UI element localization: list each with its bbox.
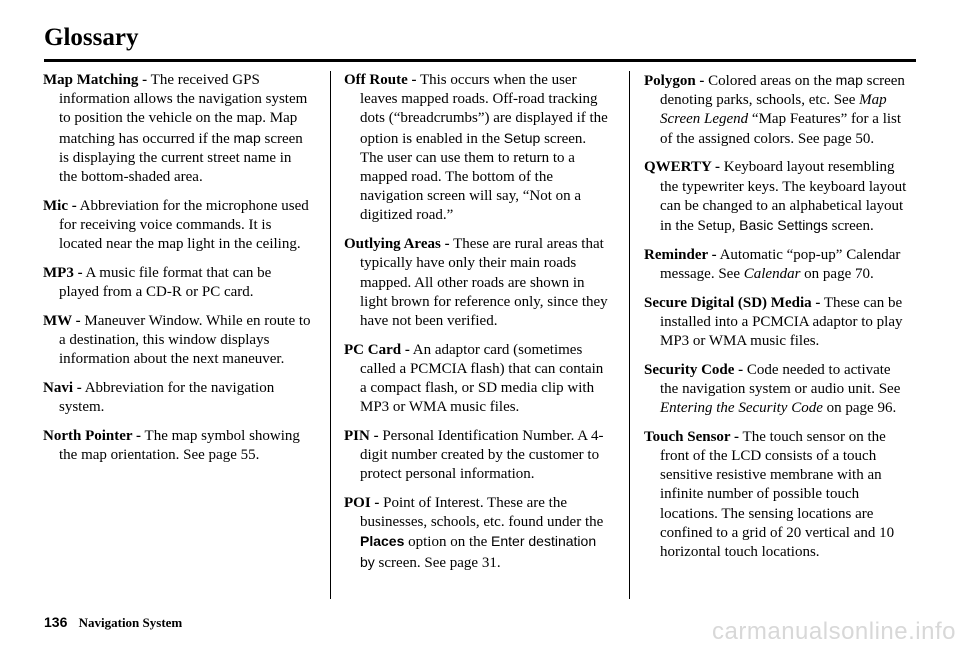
glossary-entry [344,427,612,485]
definition-text: Keyboard layout resembling the typewriter keys. The keyboard layout can be changed to an alphabetical layout in the Setup, [660,159,907,234]
glossary-entry [344,235,612,331]
glossary-entry [43,264,311,302]
definition-text: An adaptor card (sometimes called a PCMCIA flash) that can contain a compact flash, or SD media clip with MP3 or WMA music files. [360,341,604,416]
definition-text: The map symbol showing the map orientation. See page 55. [59,427,300,463]
glossary-term: Off Route - [344,72,417,88]
definition-text: on page 96. [822,400,897,417]
definition-text: Personal Identification Number. A 4-digit number created by the customer to protect personal information. [360,427,604,483]
definition-text: Point of Interest. These are the businesses, schools, etc. found under the [360,495,604,531]
glossary-term: MP3 - [43,264,83,281]
glossary-entry [644,158,912,236]
definition-text: Colored areas on the [708,73,836,89]
footer-label: Navigation System [78,615,183,630]
glossary-entry [344,341,612,418]
glossary-column-1 [43,71,311,475]
definition-text: Abbreviation for the navigation system. [59,379,275,416]
glossary-entry [644,71,912,149]
definition-text: screen. The user can use them to return to a mapped road. The bottom of the navigation screen will say, “Not on a digitized road.” [360,130,587,224]
glossary-term: Outlying Areas - [344,236,450,253]
glossary-term: Map Matching - [43,72,148,88]
glossary-entry [43,197,311,255]
definition-text: screen denoting parks, schools, etc. See [660,73,905,109]
definition-text: Map Screen Legend [660,92,887,128]
glossary-entry [644,361,912,419]
glossary-entry [344,494,612,573]
glossary-term: QWERTY - [644,159,721,176]
glossary-entry [43,379,311,417]
glossary-term: PC Card - [344,341,410,358]
definition-text: A music file format that can be played from a CD-R or PC card. [59,264,272,301]
glossary-entry [644,428,912,562]
glossary-term: Mic - [43,197,77,214]
watermark: carmanualsonline.info [712,618,956,645]
glossary-term: PIN - [344,427,379,444]
glossary-term: MW - [43,312,81,329]
definition-text: These can be installed into a PCMCIA adaptor to play MP3 or WMA music files. [660,294,903,349]
definition-text: Basic Settings [739,216,828,233]
glossary-entry [344,71,612,226]
definition-text: Enter destination by [360,533,597,570]
page-footer [44,614,182,631]
definition-text: option on the [404,534,492,551]
glossary-term: Polygon - [644,73,705,89]
glossary-column-2 [344,71,612,582]
glossary-entry [644,246,912,284]
definition-text: Places [360,533,405,550]
definition-text: “Map Features” for a list of the assigned colors. See page 50. [660,111,902,147]
glossary-term: North Pointer - [43,427,142,444]
definition-text: screen is displaying the current street name in the bottom-shaded area. [59,130,303,186]
definition-text: Automatic “pop-up” Calendar message. See [660,246,901,282]
definition-text: screen. [827,217,874,234]
glossary-term: Secure Digital (SD) Media - [644,294,821,311]
glossary-term: Security Code - [644,361,744,378]
glossary-term: Navi - [43,379,82,396]
definition-text: The received GPS information allows the navigation system to position the vehicle on the map. Map matching has occurred if the [59,72,308,147]
page-title: Glossary [44,24,139,51]
glossary-column-3 [644,71,912,572]
glossary-term: POI - [344,495,380,512]
title-rule [44,59,916,62]
definition-text: Code needed to activate the navigation system or audio unit. See [660,361,901,397]
definition-text: Abbreviation for the microphone used for receiving voice commands. It is located near the map light in the ceiling. [59,197,309,253]
definition-text: Calendar [743,265,801,282]
definition-text: Setup [503,129,541,146]
definition-text: These are rural areas that typically have only their main roads mapped. All other roads are shown in light brown for reference only, since they have not been verified. [360,236,608,329]
definition-text: Entering the Security Code [660,400,823,417]
glossary-entry [43,312,311,370]
definition-text: map [233,129,261,146]
page-number: 136 [44,614,68,630]
column-divider [629,71,630,599]
glossary-entry [43,427,311,465]
definition-text: on page 70. [800,265,874,282]
column-divider [330,71,331,599]
definition-text: This occurs when the user leaves mapped roads. Off-road tracking dots (“breadcrumbs”) are displayed if the option is enabled in the [360,72,608,147]
definition-text: Maneuver Window. While en route to a destination, this window displays information about the next maneuver. [59,312,311,368]
definition-text: The touch sensor on the front of the LCD consists of a touch sensitive resistive membrane with an infinite number of possible touch locations. The sensing locations are confined to a grid of 20 vertical and 10 horizontal touch locations. [660,428,895,560]
glossary-term: Touch Sensor - [644,428,740,445]
definition-text: screen. See page 31. [374,554,501,571]
glossary-entry [644,294,912,352]
glossary-term: Reminder - [644,246,717,263]
definition-text: map [835,72,863,88]
glossary-entry [43,71,311,187]
